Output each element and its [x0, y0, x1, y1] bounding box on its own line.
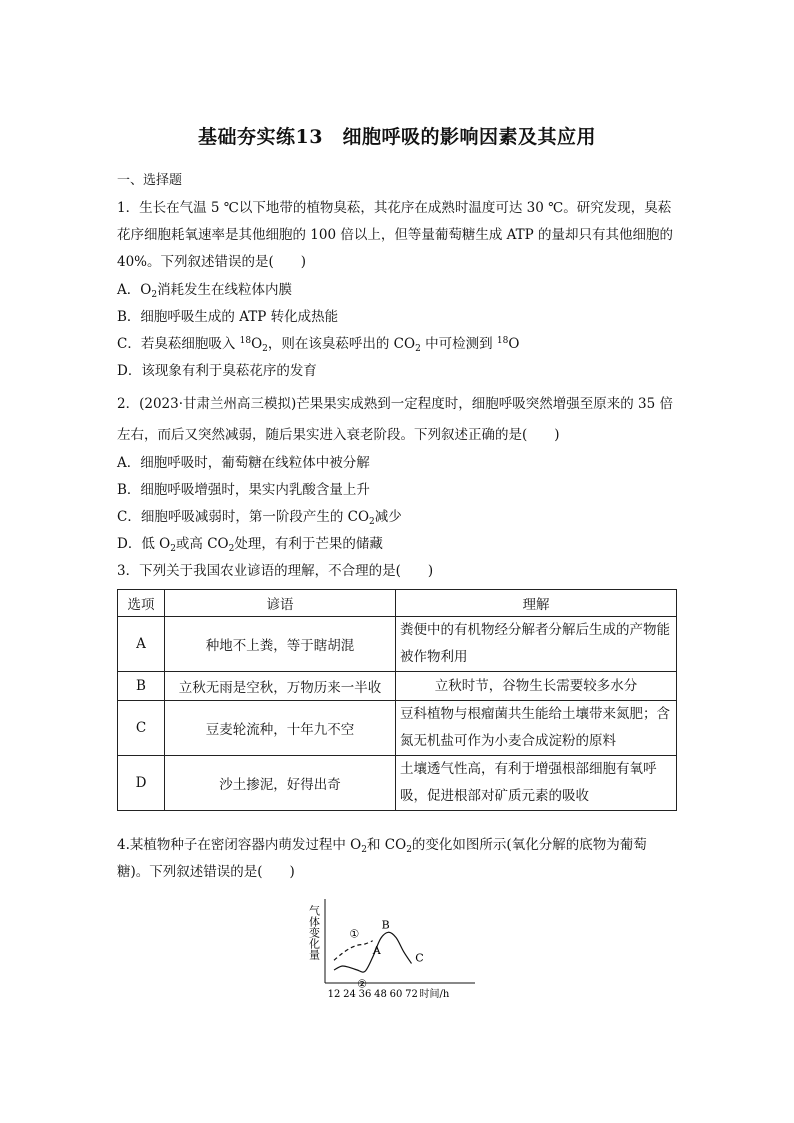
- x-tick-label: 12: [327, 989, 341, 1000]
- table-header-row: [118, 590, 677, 617]
- q1-option-b: B．细胞呼吸生成的 ATP 转化成热能: [117, 309, 339, 325]
- series-label-1: ①: [349, 927, 360, 941]
- row-option: D: [118, 756, 165, 811]
- row-proverb: 立秋无雨是空秋，万物历来一半收: [165, 672, 396, 701]
- q2-option-c: C．细胞呼吸减弱时，第一阶段产生的 $CO_2$减少: [117, 509, 402, 527]
- section-heading: 一、选择题: [117, 173, 183, 188]
- q1-option-d: D．该现象有利于臭菘花序的发育: [117, 363, 317, 379]
- row-understanding: 立秋时节，谷物生长需要较多水分: [396, 672, 677, 701]
- q1-option-a: A．$O_2$消耗发生在线粒体内膜: [117, 282, 293, 300]
- q2-stem-line-2: 左右，而后又突然减弱，随后果实进入衰老阶段。下列叙述正确的是( ): [117, 427, 560, 443]
- q3-stem: 3．下列关于我国农业谚语的理解，不合理的是( ): [117, 563, 434, 579]
- q2-stem-line-1: 2．(2023·甘肃兰州高三模拟)芒果果实成熟到一定程度时，细胞呼吸突然增强至原来的 35 倍: [117, 396, 674, 412]
- row-understanding: 粪便中的有机物经分解者分解后生成的产物能被作物利用: [396, 617, 677, 672]
- series-line-1: [334, 941, 373, 961]
- row-option: C: [118, 701, 165, 756]
- point-label-c: C: [415, 951, 424, 965]
- x-tick-label: 48: [374, 989, 387, 1000]
- row-understanding: 土壤透气性高，有利于增强根部细胞有氧呼吸，促进根部对矿质元素的吸收: [396, 756, 677, 811]
- series-label-2: ②: [357, 977, 367, 991]
- row-proverb: 种地不上粪，等于瞎胡混: [165, 617, 396, 672]
- page-title: 基础夯实练13 细胞呼吸的影响因素及其应用: [198, 126, 596, 148]
- x-axis-label: 时间/h: [419, 989, 450, 1000]
- q1-stem-line-3: 40%。下列叙述错误的是( ): [117, 254, 307, 270]
- row-option: B: [118, 672, 165, 701]
- table-row: [118, 617, 677, 672]
- proverb-table: [117, 589, 677, 811]
- x-tick-label: 24: [343, 989, 356, 1000]
- x-tick-label: 36: [358, 989, 372, 1000]
- row-understanding: 豆科植物与根瘤菌共生能给土壤带来氮肥；含氮无机盐可作为小麦合成淀粉的原料: [396, 701, 677, 756]
- q2-option-d: D．低 $O_2$或高 $CO_2$处理，有利于芒果的储藏: [117, 536, 383, 554]
- row-proverb: 沙土掺泥，好得出奇: [165, 756, 396, 811]
- header-option: 选项: [118, 590, 165, 617]
- table-row: [118, 756, 677, 811]
- point-label-b: B: [381, 918, 390, 932]
- x-tick-label: 60: [389, 989, 403, 1000]
- q2-option-b: B．细胞呼吸增强时，果实内乳酸含量上升: [117, 482, 370, 498]
- q1-option-c: C．若臭菘细胞吸入 $^{18}O_2$，则在该臭菘呼出的 $CO_2$ 中可检测到 $^{18}$O: [117, 336, 520, 354]
- x-tick-label: 72: [405, 989, 418, 1000]
- q4-stem-line-2: 糖)。下列叙述错误的是( ): [117, 864, 295, 880]
- point-label-a: A: [372, 944, 381, 957]
- row-option: A: [118, 617, 165, 672]
- q1-stem-line-1: 1．生长在气温 5 ℃以下地带的植物臭菘，其花序在成熟时温度可达 30 ℃。研究发现，臭菘: [117, 200, 672, 216]
- q1-stem-line-2: 花序细胞耗氧速率是其他细胞的 100 倍以上，但等量葡萄糖生成 ATP 的量却只有其他细胞的: [117, 227, 674, 243]
- q4-stem-line-1: 4.某植物种子在密闭容器内萌发过程中 $O_2$和 $CO_2$的变化如图所示(氧化分解的底物为葡萄: [117, 837, 647, 855]
- header-proverb: 谚语: [165, 590, 396, 617]
- gas-change-chart: [300, 895, 495, 1010]
- table-row: [118, 672, 677, 701]
- q2-option-a: A．细胞呼吸时，葡萄糖在线粒体中被分解: [117, 455, 370, 471]
- table-row: [118, 701, 677, 756]
- row-proverb: 豆麦轮流种，十年九不空: [165, 701, 396, 756]
- y-axis-label: 气体变化量: [307, 905, 321, 960]
- chart-svg: [300, 895, 495, 1010]
- header-understanding: 理解: [396, 590, 677, 617]
